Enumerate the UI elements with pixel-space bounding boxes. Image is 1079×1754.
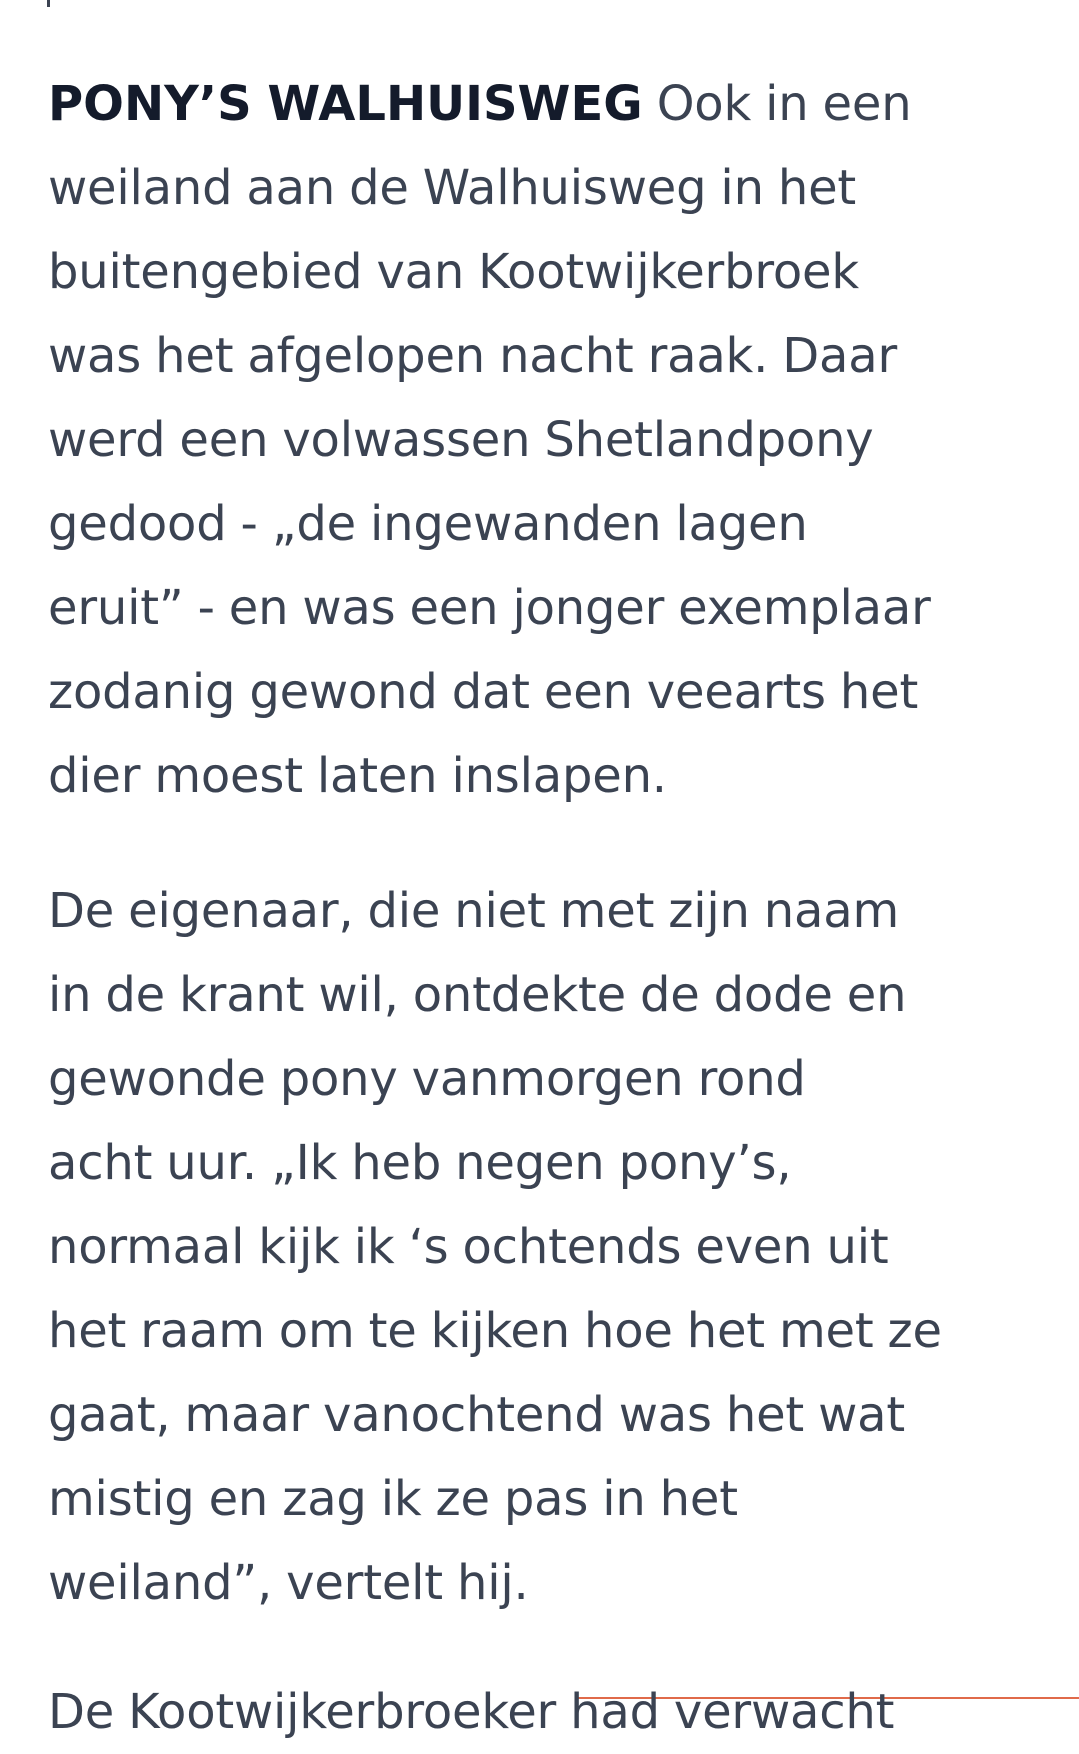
paragraph-line: normaal kijk ik ‘s ochtends even uit	[48, 1219, 889, 1275]
paragraph-cutoff	[48, 1670, 894, 1754]
paragraph-line: De eigenaar, die niet met zijn naam	[48, 883, 900, 939]
paragraph-line: zodanig gewond dat een veearts het	[48, 664, 919, 720]
paragraph-line: gewonde pony vanmorgen rond	[48, 1051, 806, 1107]
paragraph-line: De Kootwijkerbroeker had verwacht	[48, 1684, 895, 1740]
article-body	[48, 62, 1058, 1676]
paragraph-line: dier moest laten inslapen.	[48, 748, 667, 804]
paragraph-line: werd een volwassen Shetlandpony	[48, 412, 874, 468]
paragraph-line: weiland”, vertelt hij.	[48, 1555, 529, 1611]
paragraph-line: gedood - „de ingewanden lagen	[48, 496, 808, 552]
paragraph-line: buitengebied van Kootwijkerbroek	[48, 244, 859, 300]
paragraph-ponys-walhuisweg	[48, 62, 1058, 818]
paragraph-owner-account	[48, 869, 1058, 1625]
paragraph-line: het raam om te kijken hoe het met ze	[48, 1303, 942, 1359]
paragraph-text: Ook in een	[642, 76, 912, 132]
paragraph-line: in de krant wil, ontdekte de dode en	[48, 967, 907, 1023]
paragraph-line: mistig en zag ik ze pas in het	[48, 1471, 738, 1527]
paragraph-line: gaat, maar vanochtend was het wat	[48, 1387, 905, 1443]
paragraph-line: weiland aan de Walhuisweg in het	[48, 160, 857, 216]
paragraph-lead-heading: PONY’S WALHUISWEG	[48, 76, 643, 132]
paragraph-line: acht uur. „Ik heb negen pony’s,	[48, 1135, 792, 1191]
paragraph-line: eruit” - en was een jonger exemplaar	[48, 580, 931, 636]
paragraph-line: was het afgelopen nacht raak. Daar	[48, 328, 897, 384]
previous-paragraph-fragment	[47, 0, 50, 7]
paragraph-line	[48, 62, 1058, 146]
